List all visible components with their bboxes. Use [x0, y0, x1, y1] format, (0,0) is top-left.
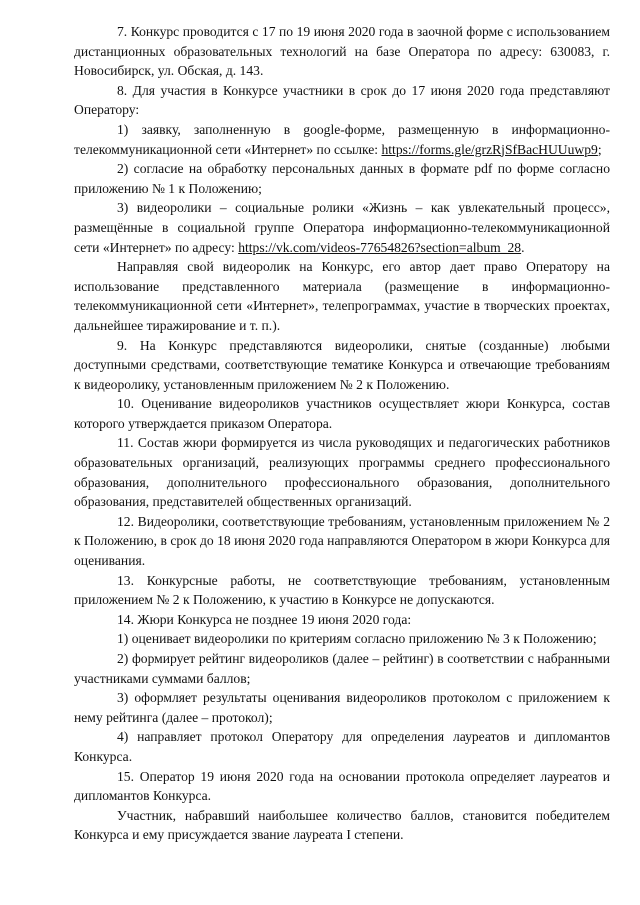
- google-form-link[interactable]: https://forms.gle/grzRjSfBacHUUuwp9: [381, 141, 598, 157]
- paragraph-14-item-2: [74, 649, 610, 688]
- paragraph-text: 2) формирует рейтинг видеороликов (далее – рейтинг) в соответствии с набранными участниками суммами баллов;: [74, 651, 610, 686]
- paragraph-rights: [74, 257, 610, 335]
- paragraph-text: 12. Видеоролики, соответствующие требованиям, установленным приложением № 2 к Положению, в срок до 18 июня 2020 года направляются Оператором в жюри Конкурса для оценивания.: [74, 513, 610, 569]
- paragraph-text: Участник, набравший наибольшее количество баллов, становится победителем Конкурса и ему присуждается звание лауреата I степени.: [74, 807, 610, 843]
- document-page: [74, 22, 610, 845]
- paragraph-text: 15. Оператор 19 июня 2020 года на основании протокола определяет лауреатов и дипломантов Конкурса.: [74, 768, 610, 804]
- paragraph-14: [74, 610, 610, 630]
- paragraph-14-item-3: [74, 688, 610, 727]
- paragraph-text: Направляя свой видеоролик на Конкурс, его автор дает право Оператору на использование представленного материала (размещение в информационно-телекоммуникационной сети «Интернет», телепрограммах, участие в творческих проектах, дальнейшее тиражирование и т. п.).: [74, 259, 610, 333]
- paragraph-10: [74, 394, 610, 433]
- paragraph-winner: [74, 806, 610, 845]
- paragraph-text: 4) направляет протокол Оператору для определения лауреатов и дипломантов Конкурса.: [74, 729, 610, 764]
- paragraph-text: 7. Конкурс проводится с 17 по 19 июня 2020 года в заочной форме с использованием дистанционных образовательных технологий на базе Оператора по адресу: 630083, г. Новосибирск, ул. Обская, д. 143.: [74, 24, 610, 79]
- paragraph-14-item-4: [74, 727, 610, 766]
- paragraph-text: 3) видеоролики – социальные ролики «Жизнь – как увлекательный процесс», размещённые в социальной группе Оператора информационно-телекоммуникационной сети «Интернет» по адресу:: [74, 200, 610, 255]
- paragraph-13: [74, 571, 610, 610]
- paragraph-14-item-1: [74, 629, 610, 649]
- paragraph-8: [74, 81, 610, 120]
- paragraph-text: 14. Жюри Конкурса не позднее 19 июня 2020 года:: [117, 611, 412, 627]
- paragraph-8-item-2: [74, 159, 610, 198]
- paragraph-15: [74, 767, 610, 806]
- paragraph-text: 2) согласие на обработку персональных данных в формате pdf по форме согласно приложению № 1 к Положению;: [74, 161, 610, 196]
- vk-videos-link[interactable]: https://vk.com/videos-77654826?section=album_28: [238, 239, 522, 255]
- paragraph-text: 10. Оценивание видеороликов участников осуществляет жюри Конкурса, состав которого утверждается приказом Оператора.: [74, 396, 610, 431]
- paragraph-text: 3) оформляет результаты оценивания видеороликов протоколом с приложением к нему рейтинга (далее – протокол);: [74, 690, 610, 725]
- paragraph-8-item-3: [74, 198, 610, 257]
- paragraph-9: [74, 336, 610, 395]
- paragraph-text: 13. Конкурсные работы, не соответствующие требованиям, установленным приложением № 2 к Положению, к участию в Конкурсе не допускаются.: [74, 572, 610, 608]
- paragraph-text: 11. Состав жюри формируется из числа руководящих и педагогических работников образовательных организаций, реализующих программы среднего профессионального образования, дополнительного профессионального образования, дополнительного образования, представителей общественных организаций.: [74, 435, 610, 510]
- paragraph-8-item-1: [74, 120, 610, 159]
- punctuation: .: [521, 239, 525, 255]
- paragraph-text: 9. На Конкурс представляются видеоролики, снятые (созданные) любыми доступными средствами, соответствующие тематике Конкурса и отвечающие требованиям к видеоролику, установленным приложением № 2 к Положению.: [74, 337, 610, 392]
- paragraph-text: 1) оценивает видеоролики по критериям согласно приложению № 3 к Положению;: [117, 631, 597, 647]
- paragraph-11: [74, 433, 610, 511]
- paragraph-12: [74, 512, 610, 571]
- paragraph-7: [74, 22, 610, 81]
- punctuation: ;: [597, 141, 602, 157]
- paragraph-text: 1) заявку, заполненную в google-форме, размещенную в информационно-телекоммуникационной сети «Интернет» по ссылке:: [74, 121, 610, 157]
- paragraph-text: 8. Для участия в Конкурсе участники в срок до 17 июня 2020 года представляют Оператору:: [74, 82, 610, 118]
